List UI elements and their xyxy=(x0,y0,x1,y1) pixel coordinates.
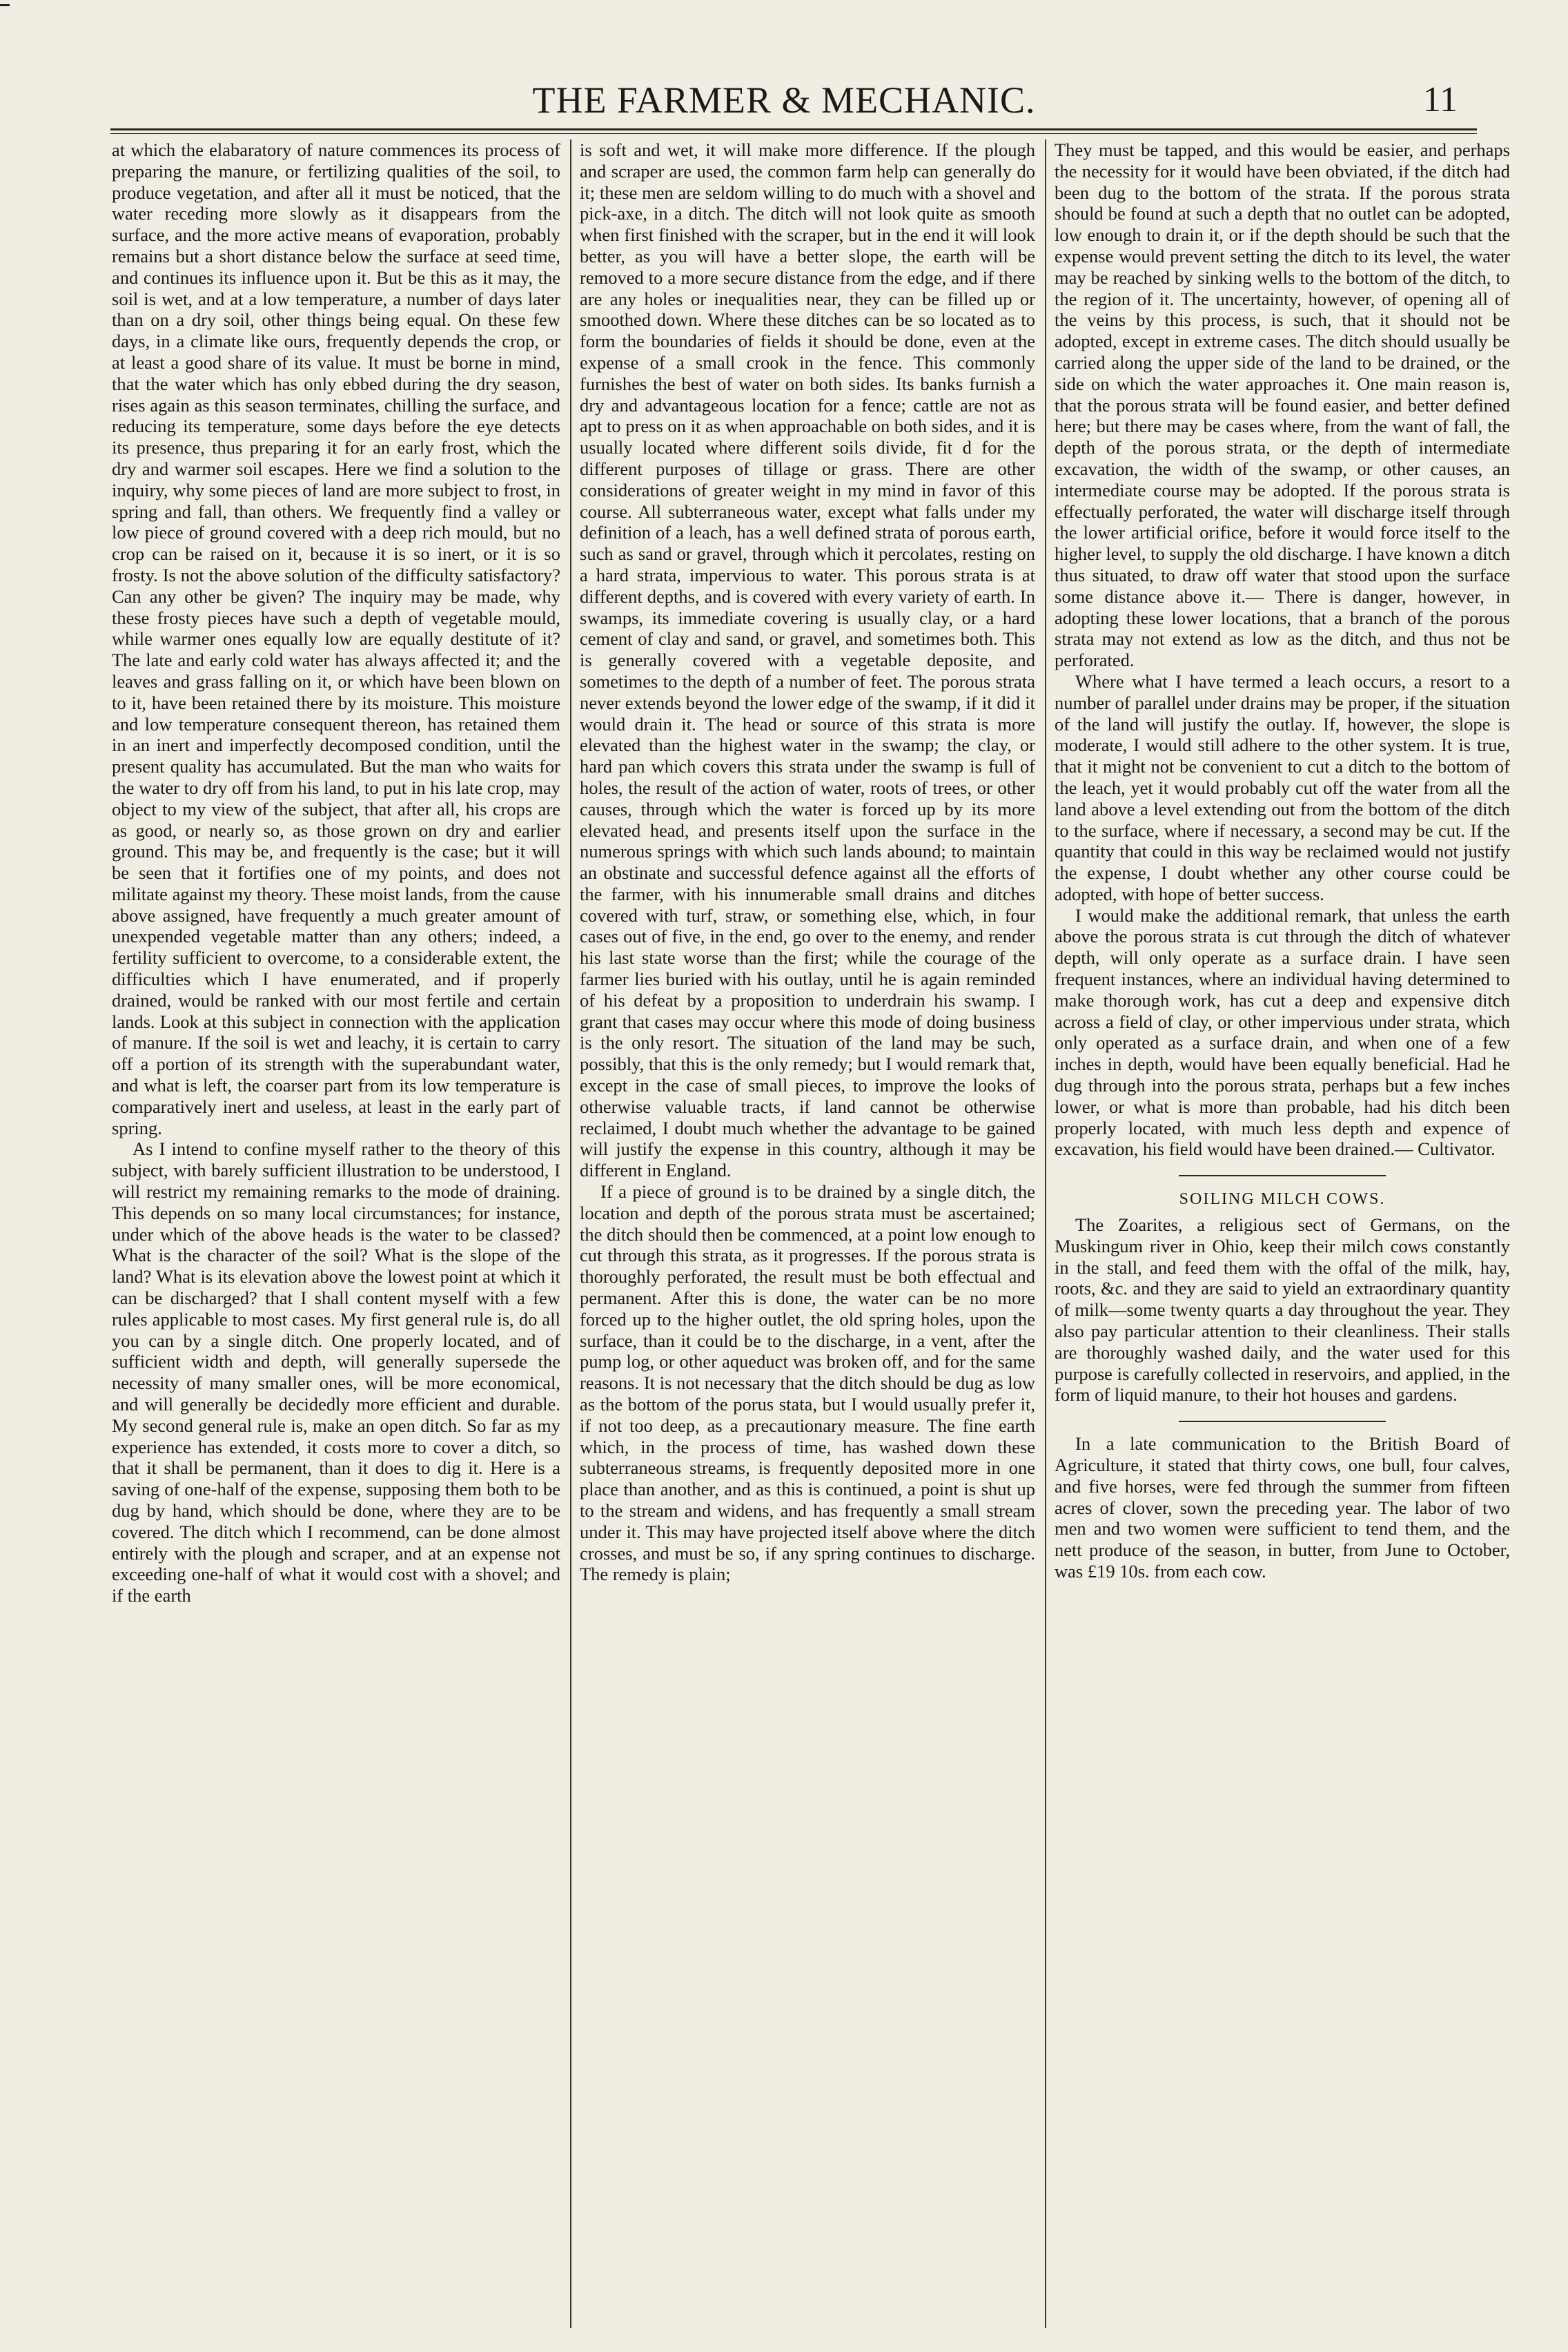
column-3 xyxy=(1055,139,1510,2328)
page-number: 11 xyxy=(1422,80,1458,119)
column-divider xyxy=(1045,139,1046,2328)
header-rule-thin xyxy=(110,133,1477,134)
article-separator xyxy=(1179,1421,1386,1422)
article-paragraph: The Zoarites, a religious sect of Germans, on the Muskingum river in Ohio, keep their milch cows constantly in the stall, and feed them with the offal of the milk, hay, roots, &c. and they are said to yield an extraordinary quantity of milk—some twenty quarts a day throughout the year. They also pay particular attention to their cleanliness. Their stalls are thoroughly washed daily, and the water used for this purpose is carefully collected in reservoirs, and applied, in the form of liquid manure, to their hot houses and gardens. xyxy=(1055,1214,1510,1406)
article-heading: SOILING MILCH COWS. xyxy=(1179,1190,1386,1209)
registration-mark xyxy=(0,4,10,6)
column-3-paragraph: They must be tapped, and this would be easier, and perhaps the necessity for it would have been obviated, if the ditch had been dug to the bottom of the strata. If the porous strata should be found at such a depth that no outlet can be adopted, low enough to drain it, or if the depth should be such that the expense would prevent setting the ditch to its level, the water may be reached by sinking wells to the bottom of the ditch, to the region of it. The uncertainty, however, of opening all of the veins by this process, is such, that it should not be adopted, except in extreme cases. The ditch should usually be carried along the upper side of the land to be drained, or the side on which the water approaches it. One main reason is, that the porous strata will be found easier, and better defined here; but there may be cases where, from the want of fall, the depth of the porous strata, or the depth of intermediate excavation, the width of the swamp, or other causes, an intermediate course may be adopted. If the porous strata is effectually perforated, the water will discharge itself through the lower artificial orifice, before it would force itself to the higher level, to supply the old discharge. I have known a ditch thus situated, to draw off water that stood upon the surface some distance above it.— There is danger, however, in adopting these lower locations, that a branch of the porous strata may not extend as low as the ditch, and thus not be perforated. xyxy=(1055,139,1510,671)
article-paragraph: In a late communication to the British Board of Agriculture, it stated that thirty cows, one bull, four calves, and five horses, were fed through the summer from fifteen acres of clover, sown the preceding year. The labor of two men and two women were sufficient to tend them, and the nett produce of the season, in butter, from June to October, was £19 10s. from each cow. xyxy=(1055,1433,1510,1582)
column-1-paragraph: at which the elabaratory of nature commences its process of preparing the manure, or fertilizing qualities of the soil, to produce vegetation, and after all it must be noticed, that the water receding more slowly as it disappears from the surface, and the more active means of evaporation, probably remains but a short distance below the surface at seed time, and continues its influence upon it. But be this as it may, the soil is wet, and at a low temperature, a number of days later than on a dry soil, other things being equal. On these few days, in a climate like ours, frequently depends the crop, or at least a good share of its value. It must be borne in mind, that the water which has only ebbed during the dry season, rises again as this season terminates, chilling the surface, and reducing its temperature, some days before the eye detects its presence, thus preparing it for an early frost, which the dry and warmer soil escapes. Here we find a solution to the inquiry, why some pieces of land are more subject to frost, in spring and fall, than others. We frequently find a valley or low piece of ground covered with a deep rich mould, but no crop can be raised on it, because it is so inert, or it is so frosty. Is not the above solution of the difficulty satisfactory? Can any other be given? The inquiry may be made, why these frosty pieces have such a depth of vegetable mould, while warmer ones equally low are equally destitute of it? The late and early cold water has always affected it; and the leaves and grass falling on it, or which have been blown on to it, have been retained there by its moisture. This moisture and low temperature consequent thereon, has retained them in an inert and imperfectly decomposed condition, until the present quality has accumulated. But the man who waits for the water to dry off from his land, to put in his late crop, may object to my view of the subject, that after all, his crops are as good, or nearly so, as those grown on dry and earlier ground. This may be, and frequently is the case; but it will be seen that it fortifies one of my points, and does not militate against my theory. These moist lands, from the cause above assigned, have frequently a much greater amount of unexpended vegetable matter than any others; indeed, a fertility sufficient to overcome, to a considerable extent, the difficulties which I have enumerated, and if properly drained, would be ranked with our most fertile and certain lands. Look at this subject in connection with the application of manure. If the soil is wet and leachy, it is certain to carry off a portion of its strength with the superabundant water, and what is left, the coarser part from its low temperature is comparatively inert and useless, at least in the early part of spring. xyxy=(112,139,560,1138)
column-2 xyxy=(580,139,1035,2328)
column-2-paragraph: If a piece of ground is to be drained by a single ditch, the location and depth of the porous strata must be ascertained; the ditch should then be commenced, at a point low enough to cut through this strata, as it progresses. If the porous strata is thoroughly perforated, the result must be both effectual and permanent. After this is done, the water can be no more forced up to the higher outlet, the old spring holes, upon the surface, than it could be to the discharge, in a vent, after the pump log, or other aqueduct was broken off, and for the same reasons. It is not necessary that the ditch should be dug as low as the bottom of the porus stata, but I would usually prefer it, if not too deep, as a precautionary measure. The fine earth which, in the process of time, has washed down these subterraneous streams, is frequently deposited more in one place than another, and as this is continued, a point is shut up to the stream and widens, and has frequently a small stream under it. This may have projected itself above where the ditch crosses, and must be so, if any spring continues to discharge. The remedy is plain; xyxy=(580,1181,1035,1585)
column-2-paragraph: is soft and wet, it will make more difference. If the plough and scraper are used, the common farm help can generally do it; these men are seldom willing to do much with a shovel and pick-axe, in a ditch. The ditch will not look quite as smooth when first finished with the scraper, but in the end it will look better, as you will have a better slope, the earth will be removed to a more secure distance from the edge, and if there are any holes or inequalities near, they can be filled up or smoothed down. Where these ditches can be so located as to form the boundaries of fields it should be done, even at the expense of a small crook in the fence. This commonly furnishes the best of water on both sides. Its banks furnish a dry and advantageous location for a fence; cattle are not as apt to press on it as when approachable on both sides, and it is usually located where different soils divide, fit d for the different purposes of tillage or grass. There are other considerations of greater weight in my mind in favor of this course. All subterraneous water, except what falls under my definition of a leach, has a well defined strata of porous earth, such as sand or gravel, through which it percolates, resting on a hard strata, impervious to water. This porous strata is at different depths, and is covered with every variety of earth. In swamps, its immediate covering is usually clay, or a hard cement of clay and sand, or gravel, and sometimes both. This is generally covered with a vegetable deposite, and sometimes to the depth of a number of feet. The porous strata never extends beyond the lower edge of the swamp, if it did it would drain it. The head or source of this strata is more elevated than the highest water in the swamp; the clay, or hard pan which covers this strata under the swamp is full of holes, the result of the action of water, roots of trees, or other causes, through which the water is forced up by its more elevated head, and presents itself upon the surface in the numerous springs with which such lands abound; to maintain an obstinate and successful defence against all the efforts of the farmer, with his innumerable small drains and ditches covered with turf, straw, or something else, which, in four cases out of five, in the end, go over to the enemy, and render his last state worse than the first; while the courage of the farmer lies buried with his outlay, until he is again reminded of his defeat by a proposition to underdrain his swamp. I grant that cases may occur where this mode of doing business is the only resort. The situation of the land may be such, possibly, that this is the only remedy; but I would remark that, except in the case of small pieces, to improve the looks of otherwise valuable tracts, if land cannot be otherwise reclaimed, I doubt much whether the advantage to be gained will justify the expense in this country, although it may be different in England. xyxy=(580,139,1035,1181)
column-3-paragraph: I would make the additional remark, that unless the earth above the porous strata is cut through the ditch of whatever depth, will only operate as a surface drain. I have seen frequent instances, where an individual having determined to make thorough work, has cut a deep and expensive ditch across a field of clay, or other impervious under strata, which only operated as a surface drain, and when one of a few inches in depth, would have been equally beneficial. Had he dug through into the porous strata, perhaps but a few inches lower, or what is more than probable, had his ditch been properly located, with much less depth and expence of excavation, his field would have been drained.— Cultivator. xyxy=(1055,904,1510,1160)
newspaper-title: THE FARMER & MECHANIC. xyxy=(532,79,1036,121)
article-separator xyxy=(1179,1175,1386,1176)
column-1-paragraph: As I intend to confine myself rather to the theory of this subject, with barely sufficient illustration to be understood, I will restrict my remaining remarks to the mode of draining. This depends on so many local circumstances; for instance, under which of the above heads is the water to be classed? What is the character of the soil? What is the slope of the land? What is its elevation above the lowest point at which it can be discharged? that I shall content myself with a few rules applicable to most cases. My first general rule is, do all you can by a single ditch. One properly located, and of sufficient width and depth, will generally supersede the necessity of many smaller ones, will be more economical, and will generally be decidedly more efficient and durable. My second general rule is, make an open ditch. So far as my experience has extended, it costs more to cover a ditch, so that it shall be permanent, than it does to dig it. Here is a saving of one-half of the expense, supposing them both to be dug by hand, which should be done, where they are to be covered. The ditch which I recommend, can be done almost entirely with the plough and scraper, and at an expense not exceeding one-half of what it would cost with a shovel; and if the earth xyxy=(112,1138,560,1606)
page-header xyxy=(0,75,1568,126)
column-1 xyxy=(112,139,560,2328)
column-3-paragraph: Where what I have termed a leach occurs, a resort to a number of parallel under drains may be proper, if the situation of the land will justify the outlay. If, however, the slope is moderate, I would still adhere to the other system. It is true, that it might not be convenient to cut a ditch to the bottom of the leach, yet it would probably cut off the water from all the land above a level extending out from the bottom of the ditch to the surface, where if necessary, a second may be cut. If the quantity that could in this way be reclaimed would not justify the expense, I doubt whether any other course could be adopted, with hope of better success. xyxy=(1055,670,1510,904)
column-divider xyxy=(570,139,571,2328)
header-rule xyxy=(110,128,1477,130)
